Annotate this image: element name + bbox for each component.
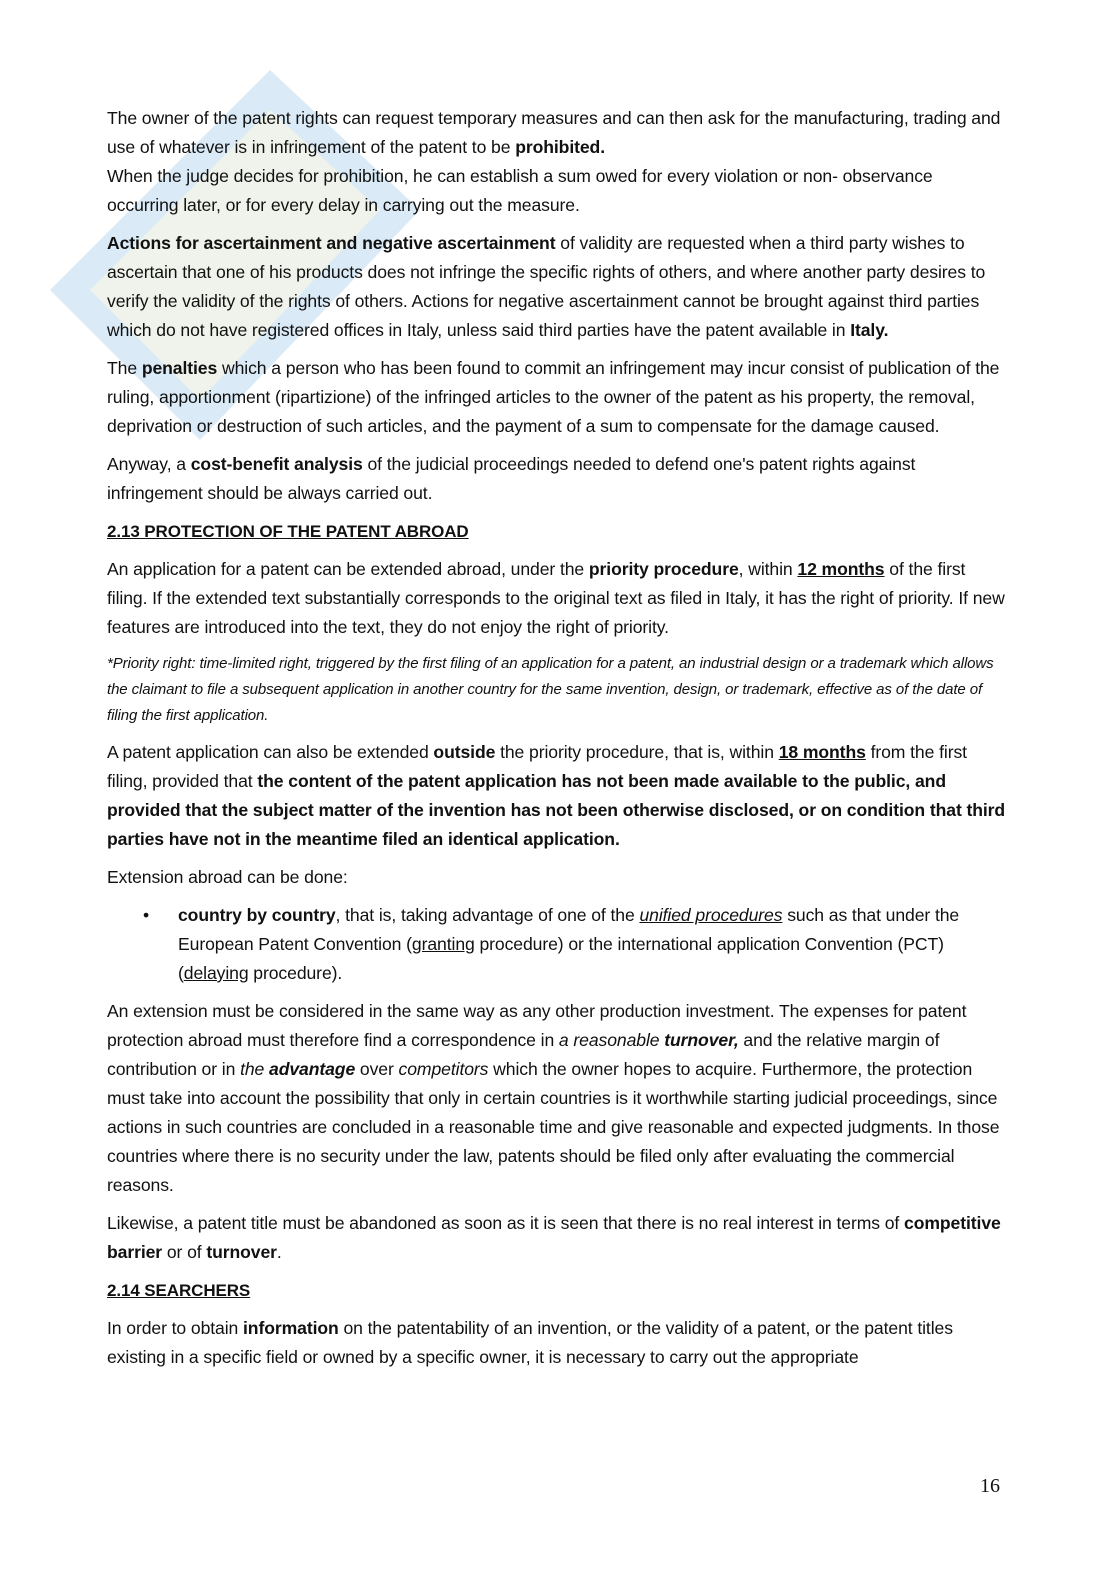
page-number: 16	[980, 1475, 1000, 1497]
bold-text: information	[243, 1318, 339, 1338]
paragraph-10	[107, 1314, 1007, 1372]
text: Likewise, a patent title must be abandoned as soon as it is seen that there is no real interest in terms of	[107, 1213, 905, 1233]
paragraph-4	[107, 450, 1007, 508]
paragraph-7: Extension abroad can be done:	[107, 867, 348, 887]
section-heading-2-13: 2.13 PROTECTION OF THE PATENT ABROAD	[107, 522, 469, 541]
text: from the first filing, provided that	[107, 742, 967, 791]
bold-text: competitive barrier	[107, 1213, 1001, 1262]
paragraph-3	[107, 354, 1007, 441]
paragraph-9	[107, 1209, 1007, 1267]
bold-text: the content of the patent application has not been made available to the public, and provided that the subject matter of the invention has not been otherwise disclosed, or on condition that third parties have not in the meantime filed an identical application.	[107, 771, 1006, 849]
text: of the judicial proceedings needed to defend one's patent rights against infringement should be always carried out.	[107, 454, 916, 503]
bold-text: Italy.	[850, 320, 889, 340]
paragraph-6	[107, 738, 1007, 854]
text: , that is, taking advantage of one of the	[335, 905, 640, 925]
underlined-text: granting	[411, 934, 475, 954]
text: and the relative margin of contribution or in	[107, 1030, 940, 1079]
bold-text: cost-benefit analysis	[190, 454, 363, 474]
text: or of	[162, 1242, 207, 1262]
text: which the owner hopes to acquire. Furthermore, the protection must take into account the possibility that only in certain countries is it worthwhile starting judicial proceedings, since actions in such countries are concluded in a reasonable time and give reasonable and expected judgments. In those countries where there is no security under the law, patents should be filed only after evaluating the commercial reasons.	[107, 1059, 1000, 1195]
text: which a person who has been found to commit an infringement may incur consist of publication of the ruling, apportionment (ripartizione) of the infringed articles to the owner of the patent as his property, the removal, deprivation or destruction of such articles, and the payment of a sum to compensate for the damage caused.	[107, 358, 1000, 436]
bold-text: prohibited.	[515, 137, 605, 157]
bold-underlined-text: 12 months	[797, 559, 885, 579]
italic-text: a reasonable	[558, 1030, 665, 1050]
text: procedure).	[248, 963, 343, 983]
bold-underlined-text: 18 months	[778, 742, 866, 762]
bullet-icon: •	[143, 905, 150, 925]
italic-text: competitors	[398, 1059, 489, 1079]
bold-text: outside	[433, 742, 496, 762]
text: .	[276, 1242, 282, 1262]
bold-text: country by country	[178, 905, 336, 925]
underlined-text: delaying	[183, 963, 249, 983]
text: When the judge decides for prohibition, he can establish a sum owed for every violation or non- observance occurring later, or for every delay in carrying out the measure.	[107, 166, 933, 215]
bold-text: penalties	[141, 358, 218, 378]
document-body	[107, 104, 1007, 1381]
priority-right-note: *Priority right: time-limited right, triggered by the first filing of an application for a patent, an industrial design or a trademark which allows the claimant to file a subsequent application in another country for the same invention, design, or trademark, effective as of the date of filing the first application.	[107, 655, 994, 724]
bold-italic-text: advantage	[269, 1059, 356, 1079]
italic-text: the	[240, 1059, 270, 1079]
bold-italic-text: turnover,	[664, 1030, 739, 1050]
text: procedure) or the international application Convention (PCT) (	[178, 934, 944, 983]
extension-list	[107, 901, 1007, 988]
text: such as that under the European Patent Convention (	[178, 905, 960, 954]
paragraph-2	[107, 229, 1007, 345]
text: the priority procedure, that is, within	[495, 742, 779, 762]
paragraph-5	[107, 555, 1007, 642]
text: In order to obtain	[107, 1318, 244, 1338]
italic-underlined-text: unified procedures	[639, 905, 783, 925]
text: , within	[738, 559, 798, 579]
bold-text: priority procedure	[588, 559, 739, 579]
bold-text: turnover	[206, 1242, 277, 1262]
text: An extension must be considered in the same way as any other production investment. The expenses for patent protection abroad must therefore find a correspondence in	[107, 1001, 967, 1050]
list-item	[143, 901, 1007, 988]
text: of the first filing. If the extended text substantially corresponds to the original text as filed in Italy, it has the right of priority. If new features are introduced into the text, they do not enjoy the right of priority.	[107, 559, 1005, 637]
bold-text: Actions for ascertainment and negative ascertainment	[107, 233, 556, 253]
text: An application for a patent can be extended abroad, under the	[107, 559, 589, 579]
text: of validity are requested when a third party wishes to ascertain that one of his products does not infringe the specific rights of others, and where another party desires to verify the validity of the rights of others. Actions for negative ascertainment cannot be brought against third parties which do not have registered offices in Italy, unless said third parties have the patent available in	[107, 233, 986, 340]
text: The owner of the patent rights can request temporary measures and can then ask for the manufacturing, trading and use of whatever is in infringement of the patent to be	[107, 108, 1001, 157]
text: Anyway, a	[107, 454, 191, 474]
section-heading-2-14: 2.14 SEARCHERS	[107, 1281, 251, 1300]
paragraph-8	[107, 997, 1007, 1200]
text: The	[107, 358, 142, 378]
text: A patent application can also be extended	[107, 742, 434, 762]
paragraph-1	[107, 104, 1007, 220]
text: over	[355, 1059, 399, 1079]
text: on the patentability of an invention, or the validity of a patent, or the patent titles existing in a specific field or owned by a specific owner, it is necessary to carry out the appropriate	[107, 1318, 953, 1367]
